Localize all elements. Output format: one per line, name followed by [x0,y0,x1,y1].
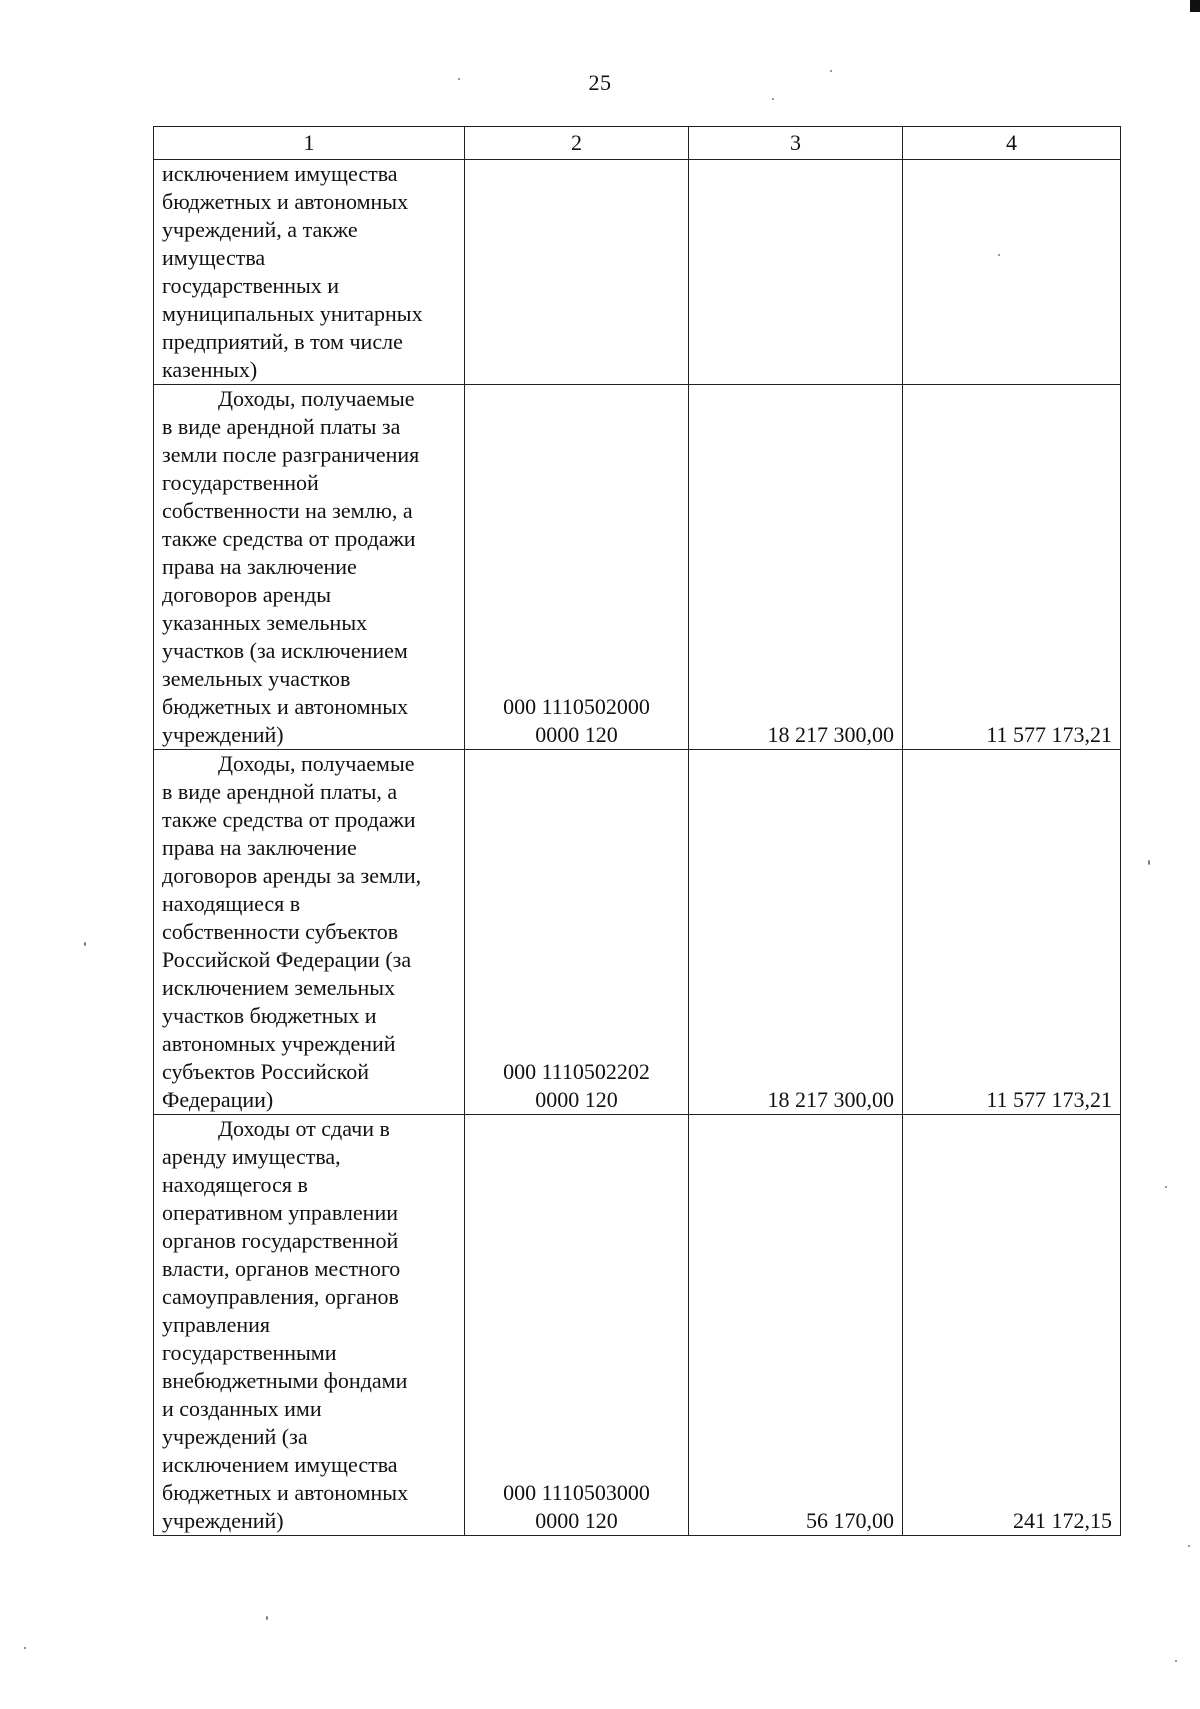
revenue-name-line: власти, органов местного [162,1256,401,1281]
revenue-name-line: казенных) [162,357,258,382]
actual-amount-cell: 241 172,15 [903,1115,1121,1536]
column-header-4: 4 [903,127,1121,160]
revenue-name-line: Доходы, получаемые [218,751,415,776]
table-body [154,160,1121,1536]
revenue-name-line: бюджетных и автономных [162,189,409,214]
scan-speck [458,78,460,80]
budget-code-line: 000 1110502202 [503,1059,650,1084]
scan-speck [266,1616,268,1620]
plan-amount-cell [689,160,903,385]
revenue-name-line: самоуправления, органов [162,1284,399,1309]
plan-amount-cell: 18 217 300,00 [689,750,903,1115]
budget-code-line: 0000 120 [535,1508,618,1533]
revenue-table [153,126,1121,1536]
scan-speck [998,254,1000,256]
revenue-name-line: и созданных ими [162,1396,322,1421]
budget-code-line: 0000 120 [535,1087,618,1112]
scan-speck [1175,1660,1177,1662]
revenue-name-line: права на заключение [162,835,357,860]
revenue-name-line: учреждений) [162,1508,284,1533]
table-row [154,160,1121,385]
scan-speck [84,942,86,946]
revenue-name-line: аренду имущества, [162,1144,341,1169]
budget-code-cell [465,160,689,385]
revenue-name-line: Доходы, получаемые [218,386,415,411]
revenue-name-line: оперативном управлении [162,1200,398,1225]
plan-amount-cell: 56 170,00 [689,1115,903,1536]
revenue-name-line: внебюджетными фондами [162,1368,408,1393]
column-header-3: 3 [689,127,903,160]
actual-amount-cell [903,160,1121,385]
revenue-name-line: исключением имущества [162,161,398,186]
revenue-name-line: исключением земельных [162,975,396,1000]
column-header-2: 2 [465,127,689,160]
revenue-name-line: автономных учреждений [162,1031,396,1056]
revenue-name-line: также средства от продажи [162,526,416,551]
revenue-name-line: земли после разграничения [162,442,420,467]
scan-corner-mark [1190,0,1200,12]
actual-amount-cell: 11 577 173,21 [903,385,1121,750]
revenue-name-line: в виде арендной платы за [162,414,401,439]
table-row [154,1115,1121,1536]
table-row [154,385,1121,750]
revenue-name-line: Доходы от сдачи в [218,1116,390,1141]
revenue-name-line: имущества [162,245,266,270]
column-header-1: 1 [154,127,465,160]
revenue-name-line: собственности на землю, а [162,498,413,523]
budget-code-line: 0000 120 [535,722,618,747]
revenue-name-line: договоров аренды за земли, [162,863,422,888]
table-header [154,127,1121,160]
revenue-name-line: бюджетных и автономных [162,1480,409,1505]
revenue-name-line: находящегося в [162,1172,308,1197]
revenue-name-line: предприятий, в том числе [162,329,403,354]
revenue-name-line: муниципальных унитарных [162,301,423,326]
revenue-name-cell [154,750,465,1115]
page-number: 25 [588,70,612,95]
revenue-name-line: также средства от продажи [162,807,416,832]
revenue-name-line: участков (за исключением [162,638,408,663]
revenue-name-line: учреждений, а также [162,217,358,242]
revenue-name-line: договоров аренды [162,582,332,607]
revenue-name-line: учреждений) [162,722,284,747]
revenue-name-line: управления [162,1312,271,1337]
revenue-name-line: права на заключение [162,554,357,579]
revenue-name-line: исключением имущества [162,1452,398,1477]
scan-speck [1148,860,1150,865]
revenue-name-line: Федерации) [162,1087,274,1112]
revenue-name-line: государственных и [162,273,340,298]
header-row [154,127,1121,160]
budget-code-cell [465,385,689,750]
revenue-name-line: Российской Федерации (за [162,947,412,972]
revenue-name-line: бюджетных и автономных [162,694,409,719]
revenue-name-line: государственными [162,1340,337,1365]
scan-speck [772,98,774,100]
budget-code-cell [465,750,689,1115]
revenue-name-cell [154,385,465,750]
revenue-name-line: указанных земельных [162,610,368,635]
revenue-name-line: находящиеся в [162,891,301,916]
scan-speck [830,70,832,72]
revenue-name-line: участков бюджетных и [162,1003,377,1028]
table-row [154,750,1121,1115]
budget-code-cell [465,1115,689,1536]
revenue-name-line: государственной [162,470,319,495]
revenue-name-line: земельных участков [162,666,351,691]
plan-amount-cell: 18 217 300,00 [689,385,903,750]
budget-code-line: 000 1110503000 [503,1480,650,1505]
revenue-name-cell [154,1115,465,1536]
actual-amount-cell: 11 577 173,21 [903,750,1121,1115]
revenue-name-line: органов государственной [162,1228,399,1253]
revenue-name-line: учреждений (за [162,1424,308,1449]
revenue-name-line: в виде арендной платы, а [162,779,398,804]
scan-speck [1188,1545,1190,1547]
revenue-name-line: субъектов Российской [162,1059,370,1084]
budget-code-line: 000 1110502000 [503,694,650,719]
revenue-name-line: собственности субъектов [162,919,399,944]
scan-speck [24,1647,26,1649]
scan-speck [1165,1186,1167,1188]
revenue-name-cell [154,160,465,385]
